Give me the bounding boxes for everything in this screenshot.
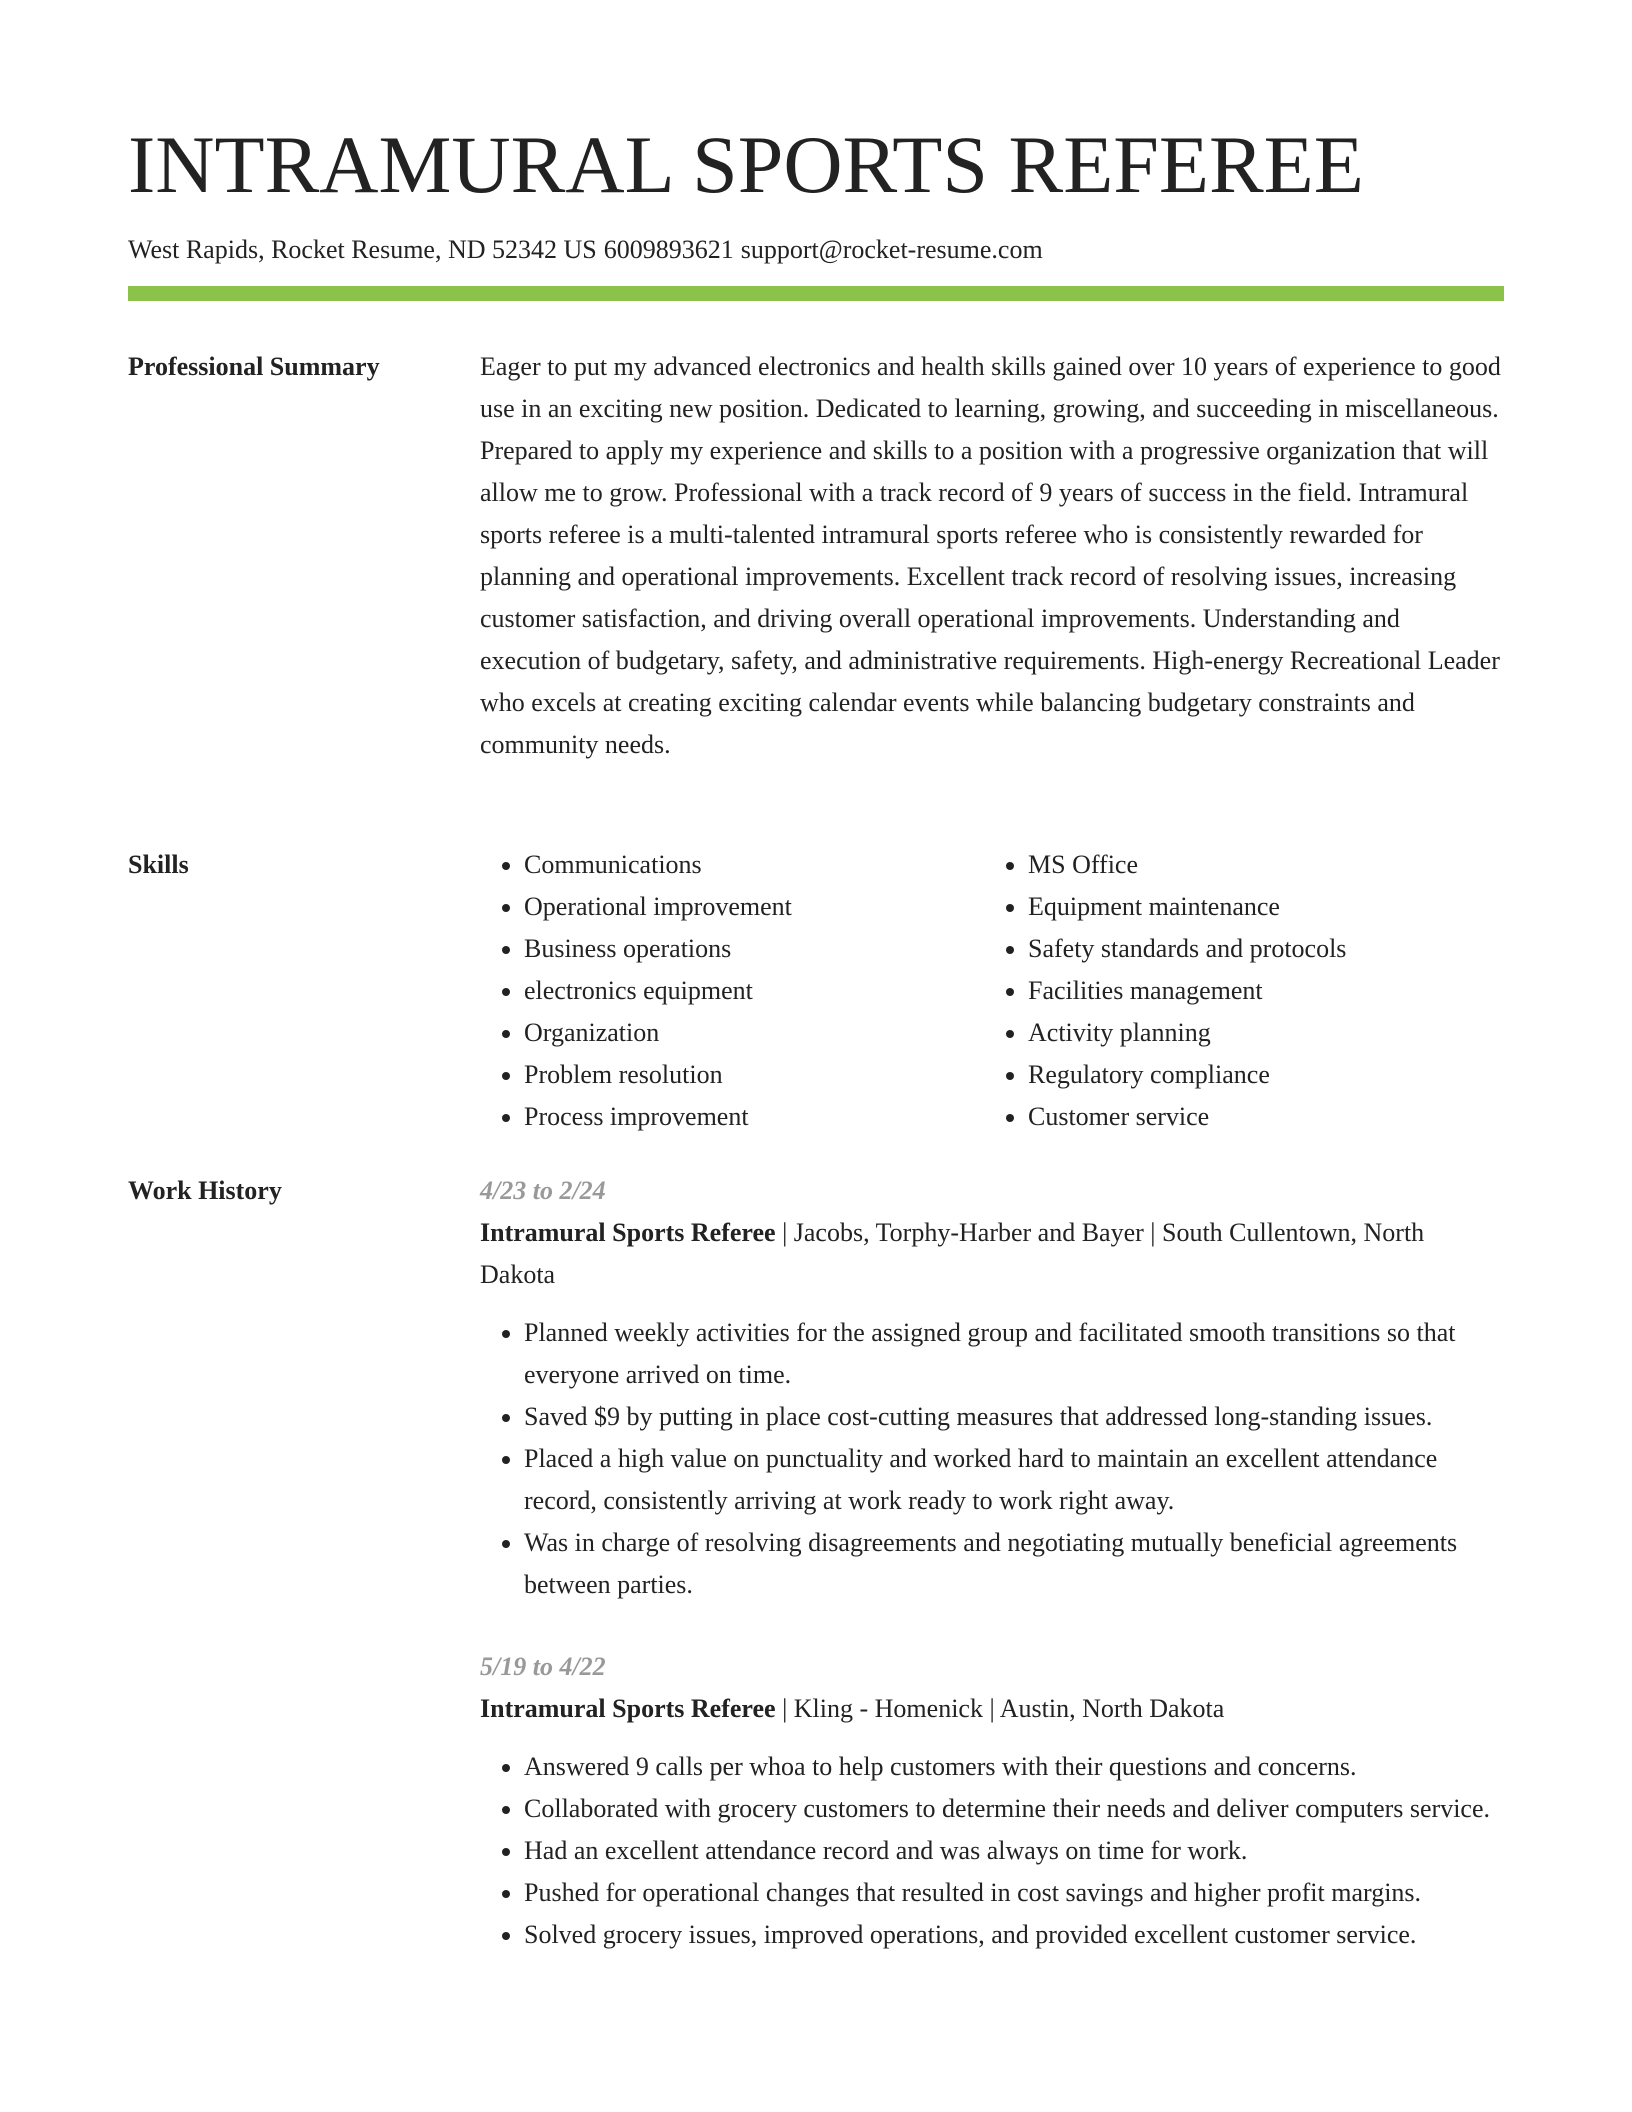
job-entry <box>480 1646 1504 1956</box>
contact-phone: 6009893621 <box>603 235 734 264</box>
skill-item: • Equipment maintenance <box>1028 886 1488 928</box>
skills-column-right <box>984 844 1488 1138</box>
contact-line <box>128 232 1043 268</box>
skill-item: • Organization <box>524 1012 984 1054</box>
job-employer-location: | Kling - Homenick | Austin, North Dakota <box>775 1694 1225 1723</box>
job-duty: • Saved $9 by putting in place cost-cutting measures that addressed long-standing issues. <box>524 1396 1504 1438</box>
summary-heading: Professional Summary <box>128 352 380 381</box>
job-duties-list <box>480 1746 1504 1956</box>
skill-item: • Process improvement <box>524 1096 984 1138</box>
skill-item: • electronics equipment <box>524 970 984 1012</box>
job-employer-location: | Jacobs, Torphy-Harber and Bayer | South Cullentown, North Dakota <box>480 1218 1425 1289</box>
job-dates: 4/23 to 2/24 <box>480 1176 606 1205</box>
job-duty: • Had an excellent attendance record and was always on time for work. <box>524 1830 1504 1872</box>
job-dates: 5/19 to 4/22 <box>480 1652 606 1681</box>
skill-item: • Communications <box>524 844 984 886</box>
job-duty: • Answered 9 calls per whoa to help customers with their questions and concerns. <box>524 1746 1504 1788</box>
skill-item: • Problem resolution <box>524 1054 984 1096</box>
header-divider <box>128 286 1504 301</box>
work-history-heading: Work History <box>128 1176 282 1205</box>
skills-column-left <box>480 844 984 1138</box>
skill-item: • Regulatory compliance <box>1028 1054 1488 1096</box>
summary-text: Eager to put my advanced electronics and health skills gained over 10 years of experience to good use in an exciting new position. Dedicated to learning, growing, and succeeding in miscellaneous. Prepared to apply my experience and skills to a position with a progressive organization that will allow me to grow. Professional with a track record of 9 years of success in the field. Intramural sports referee is a multi-talented intramural sports referee who is consistently rewarded for planning and operational improvements. Excellent track record of resolving issues, increasing customer satisfaction, and driving overall operational improvements. Understanding and execution of budgetary, safety, and administrative requirements. High-energy Recreational Leader who excels at creating exciting calendar events while balancing budgetary constraints and community needs. <box>480 352 1501 759</box>
skill-item: • Facilities management <box>1028 970 1488 1012</box>
job-duty: • Solved grocery issues, improved operations, and provided excellent customer service. <box>524 1914 1504 1956</box>
skills-heading: Skills <box>128 850 189 879</box>
skill-item: • Operational improvement <box>524 886 984 928</box>
job-duty: • Pushed for operational changes that resulted in cost savings and higher profit margins. <box>524 1872 1504 1914</box>
skill-item: • Safety standards and protocols <box>1028 928 1488 970</box>
job-duty: • Was in charge of resolving disagreements and negotiating mutually beneficial agreements between parties. <box>524 1522 1504 1606</box>
skill-item: • Activity planning <box>1028 1012 1488 1054</box>
job-heading <box>480 1212 1504 1296</box>
job-title: Intramural Sports Referee <box>480 1218 776 1247</box>
skill-item: • MS Office <box>1028 844 1488 886</box>
skill-item: • Business operations <box>524 928 984 970</box>
job-duties-list <box>480 1312 1504 1606</box>
skill-item: • Customer service <box>1028 1096 1488 1138</box>
job-title: Intramural Sports Referee <box>480 1694 776 1723</box>
contact-email: support@rocket-resume.com <box>740 235 1043 264</box>
job-duty: • Collaborated with grocery customers to determine their needs and deliver computers service. <box>524 1788 1504 1830</box>
contact-address: West Rapids, Rocket Resume, ND 52342 US <box>128 235 597 264</box>
job-entry <box>480 1170 1504 1606</box>
candidate-name: INTRAMURAL SPORTS REFEREE <box>128 119 1364 210</box>
job-heading <box>480 1688 1504 1730</box>
skills-grid <box>480 844 1504 1138</box>
job-duty: • Placed a high value on punctuality and worked hard to maintain an excellent attendance record, consistently arriving at work ready to work right away. <box>524 1438 1504 1522</box>
job-duty: • Planned weekly activities for the assigned group and facilitated smooth transitions so that everyone arrived on time. <box>524 1312 1504 1396</box>
